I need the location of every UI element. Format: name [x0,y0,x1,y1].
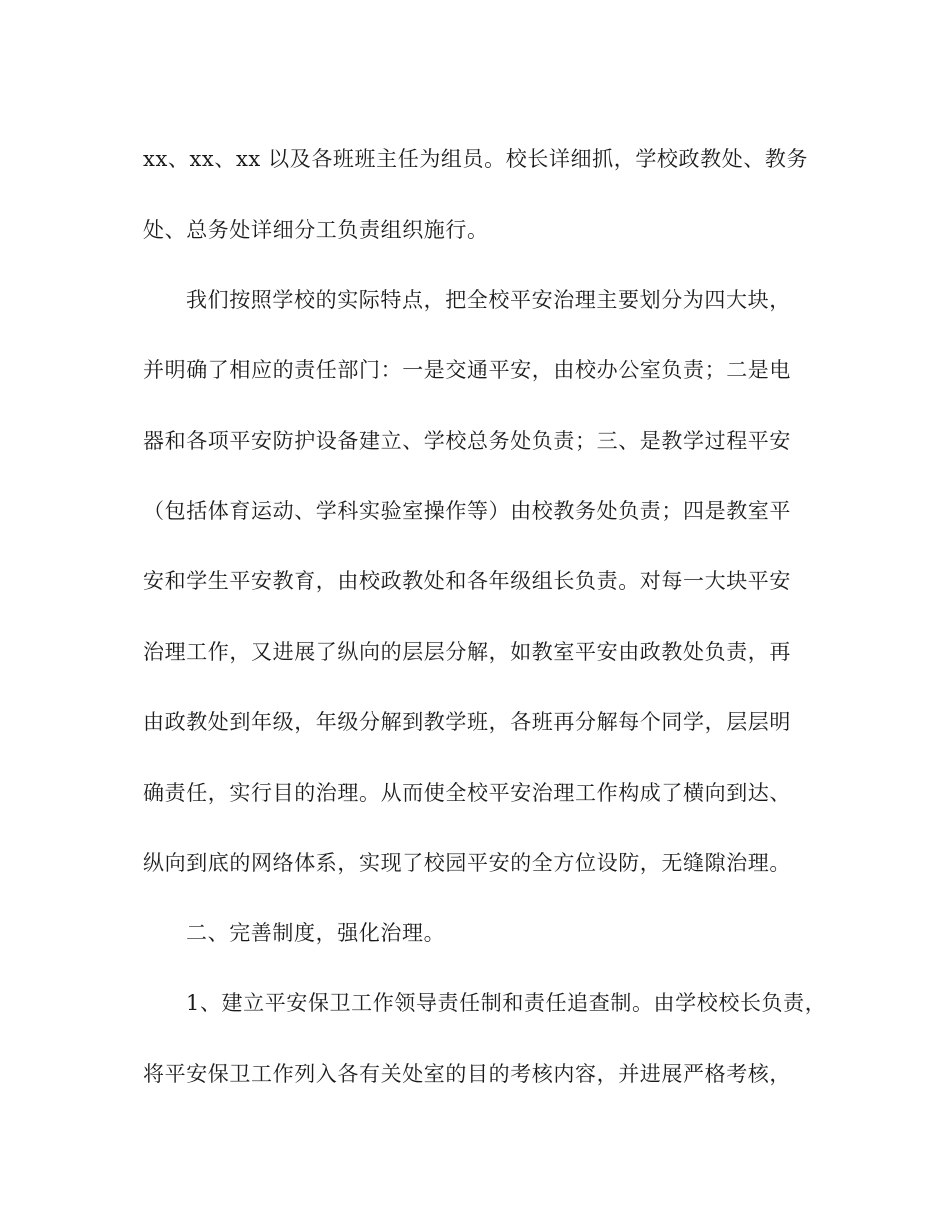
text-line: 器和各项平安防护设备建立、学校总务处负责；三、是教学过程平安 [143,429,791,453]
text-line: xx、xx、xx 以及各班班主任为组员。校长详细抓，学校政教处、教务 [143,147,809,171]
text-line: 治理工作，又进展了纵向的层层分解，如教室平安由政教处负责，再 [143,640,791,664]
paragraph-start-line: 1、建立平安保卫工作领导责任制和责任追查制。由学校校长负责， [186,991,827,1015]
text-line: 确责任，实行目的治理。从而使全校平安治理工作构成了横向到达、 [143,781,791,805]
section-heading: 二、完善制度，强化治理。 [186,921,446,945]
text-line: 将平安保卫工作列入各有关处室的目的考核内容，并进展严格考核， [143,1062,791,1086]
text-line: 由政教处到年级，年级分解到教学班，各班再分解每个同学，层层明 [143,710,791,734]
text-line: 并明确了相应的责任部门：一是交通平安，由校办公室负责；二是电 [143,358,791,382]
paragraph-start-line: 我们按照学校的实际特点，把全校平安治理主要划分为四大块， [186,288,791,312]
text-line: 安和学生平安教育，由校政教处和各年级组长负责。对每一大块平安 [143,569,791,593]
text-line: 处、总务处详细分工负责组织施行。 [143,218,489,242]
text-line: （包括体育运动、学科实验室操作等）由校教务处负责；四是教室平 [143,499,791,523]
text-line: 纵向到底的网络体系，实现了校园平安的全方位设防，无缝隙治理。 [143,851,791,875]
